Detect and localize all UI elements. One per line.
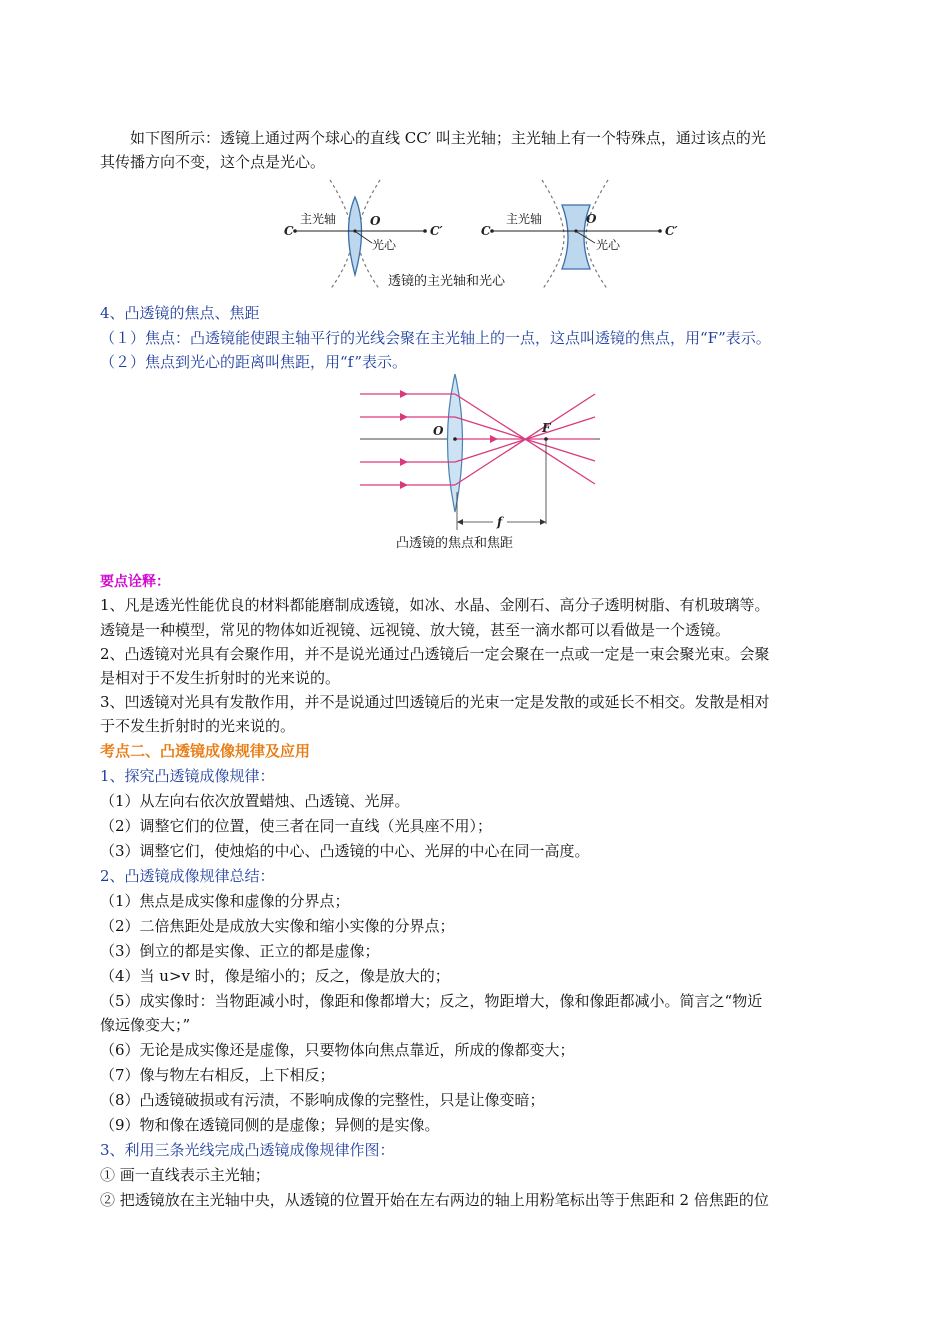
keypoint-2a: 2、凸透镜对光具有会聚作用，并不是说光通过凸透镜后一定会聚在一点或一定是一束会聚光束。会聚 [100, 645, 770, 663]
c-prime-label-2: C′ [665, 224, 678, 238]
intro-line-2: 其传播方向不变，这个点是光心。 [100, 153, 326, 171]
keypoint-3a: 3、凹透镜对光具有发散作用，并不是说通过凹透镜后的光束一定是发散的或延长不相交。发散是相对 [100, 693, 770, 711]
figure1-caption: 透镜的主光轴和光心 [388, 274, 506, 289]
sub2-item: 像远像变大；” [100, 1016, 191, 1034]
sub2-item: （5）成实像时：当物距减小时，像距和像都增大；反之，物距增大，像和像距都减小。简言之“物近 [100, 992, 763, 1010]
topic2-sub1: 1、探究凸透镜成像规律： [100, 767, 275, 785]
c-prime-label: C′ [430, 224, 443, 238]
sub2-item: （4）当 u>v 时，像是缩小的；反之，像是放大的； [100, 967, 450, 985]
center-label: 光心 [372, 238, 397, 252]
sub2-item: （1）焦点是成实像和虚像的分界点； [100, 892, 350, 910]
keypoints-title: 要点诠释： [100, 574, 170, 590]
sub2-item: （6）无论是成实像还是虚像，只要物体向焦点靠近，所成的像都变大； [100, 1041, 575, 1059]
topic2-sub2: 2、凸透镜成像规律总结： [100, 867, 275, 885]
keypoint-1b: 透镜是一种模型，常见的物体如近视镜、远视镜、放大镜，甚至一滴水都可以看做是一个透镜。 [100, 621, 731, 639]
c-label-2: C [481, 224, 491, 238]
o-label-2: O [586, 212, 597, 226]
figure2-caption: 凸透镜的焦点和焦距 [396, 536, 514, 551]
figure2-o-label: O [433, 424, 444, 438]
sub3-item: ① 画一直线表示主光轴； [100, 1166, 270, 1184]
axis-label-2: 主光轴 [506, 212, 543, 226]
axis-label: 主光轴 [300, 212, 337, 226]
c-label: C [284, 224, 294, 238]
keypoint-1a: 1、凡是透光性能优良的材料都能磨制成透镜，如冰、水晶、金刚石、高分子透明树脂、有机玻璃等。 [100, 596, 770, 614]
intro-line-1: 如下图所示：透镜上通过两个球心的直线 CC′ 叫主光轴；主光轴上有一个特殊点，通过该点的光 [130, 129, 766, 147]
sub2-item: （8）凸透镜破损或有污渍，不影响成像的完整性，只是让像变暗； [100, 1091, 545, 1109]
focal-point-figure [360, 372, 610, 557]
focal-length-label: f [497, 515, 503, 529]
topic2-title: 考点二、凸透镜成像规律及应用 [100, 742, 311, 760]
o-label: O [370, 214, 381, 228]
sub2-item: （3）倒立的都是实像、正立的都是虚像； [100, 942, 380, 960]
sub1-item: （2）调整它们的位置，使三者在同一直线（光具座不用）； [100, 817, 493, 835]
section4-item-2: （２）焦点到光心的距离叫焦距，用“f”表示。 [100, 353, 407, 371]
lens-axis-figure [280, 175, 680, 295]
sub2-item: （9）物和像在透镜同侧的是虚像；异侧的是实像。 [100, 1116, 440, 1134]
sub2-item: （7）像与物左右相反，上下相反； [100, 1066, 335, 1084]
section4-item-1: （１）焦点：凸透镜能使跟主轴平行的光线会聚在主光轴上的一点，这点叫透镜的焦点，用“F”表示。 [100, 329, 771, 347]
sub3-item: ② 把透镜放在主光轴中央，从透镜的位置开始在左右两边的轴上用粉笔标出等于焦距和 2 倍焦距的位 [100, 1191, 769, 1209]
sub1-item: （1）从左向右依次放置蜡烛、凸透镜、光屏。 [100, 792, 410, 810]
concave-lens-diagram [481, 180, 679, 290]
keypoint-3b: 于不发生折射时的光来说的。 [100, 717, 296, 735]
topic2-sub3: 3、利用三条光线完成凸透镜成像规律作图： [100, 1141, 395, 1159]
sub1-item: （3）调整它们，使烛焰的中心、凸透镜的中心、光屏的中心在同一高度。 [100, 842, 590, 860]
figure2-f-label: F [542, 421, 551, 435]
section4-title: 4、凸透镜的焦点、焦距 [100, 304, 260, 322]
sub2-item: （2）二倍焦距处是成放大实像和缩小实像的分界点； [100, 917, 455, 935]
keypoint-2b: 是相对于不发生折射时的光来说的。 [100, 669, 341, 687]
center-label-2: 光心 [596, 238, 621, 252]
